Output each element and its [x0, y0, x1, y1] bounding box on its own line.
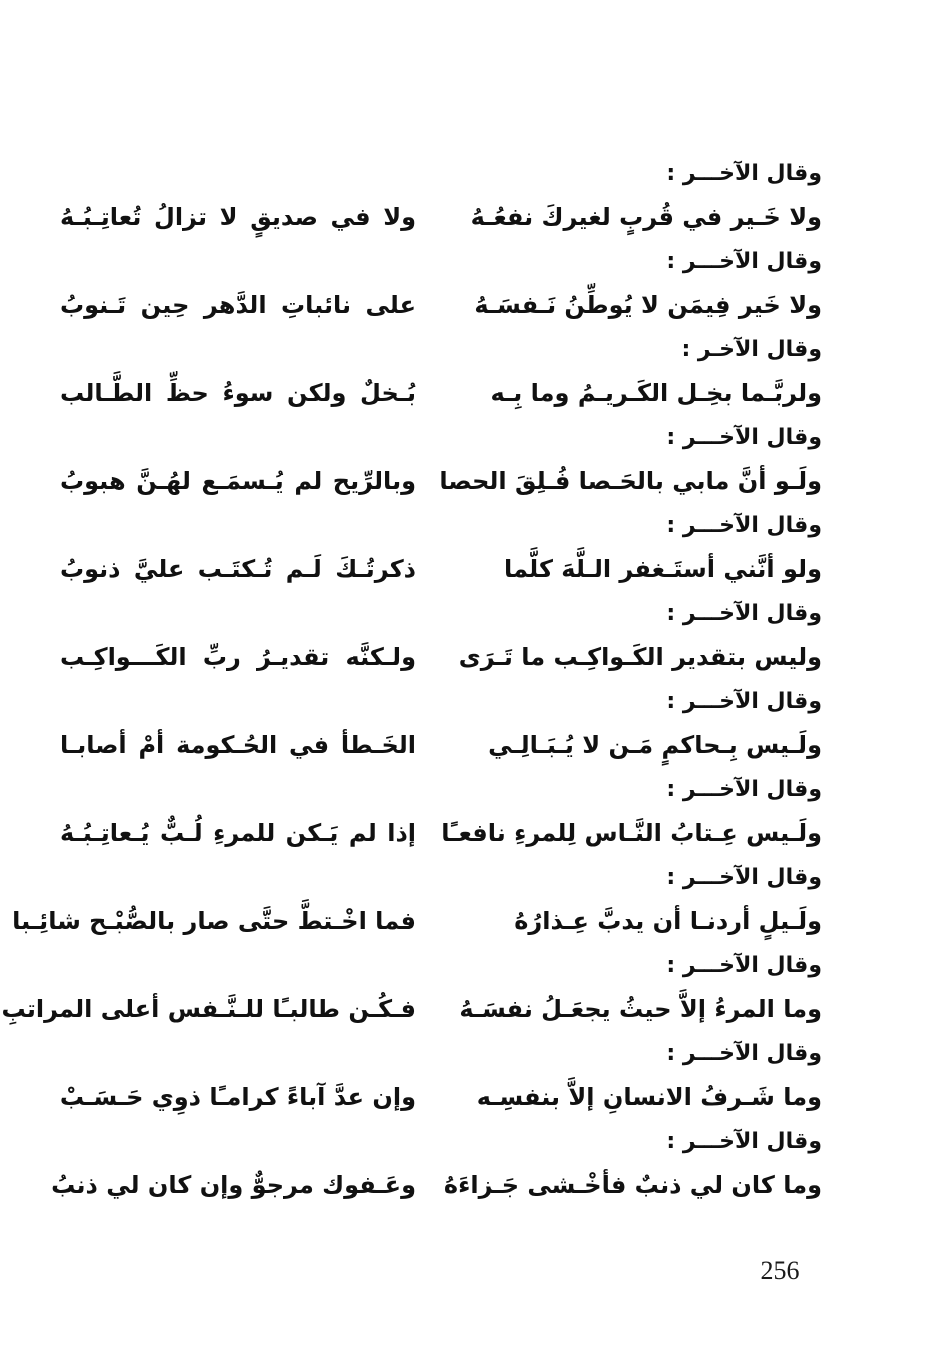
- verse-heading: وقال الآخـــر :: [666, 513, 822, 538]
- second-hemistich: وعَـفوك مرجوٌّ وإن كان لي ذنبُ: [51, 1171, 416, 1199]
- first-hemistich: ولَـيلٍ أردنـا أن يدبَّ عِـذارُهُ: [514, 907, 822, 935]
- second-hemistich: ذكرتُـكَ لَـم تُـكتَـب عليَّ ذنوبُ: [60, 555, 416, 583]
- first-hemistich: ولربَّـما بخِـل الكَـريـمُ وما بِـه: [490, 379, 822, 407]
- verse-line: [60, 1075, 822, 1120]
- second-hemistich: فـكُـن طالبـًا للـنَّـفس أعلى المراتبِ: [1, 995, 416, 1023]
- page-number: 256: [760, 1256, 800, 1285]
- verse-entry: [60, 680, 822, 768]
- verse-entry: [60, 240, 822, 328]
- first-hemistich: وليس بتقدير الكَـواكِـب ما تَـرَى: [458, 643, 822, 671]
- verse-line: [12, 899, 822, 944]
- verse-entry: [60, 504, 822, 592]
- first-hemistich: وما المرءُ إلاَّ حيثُ يجعَـلُ نفسَـهُ: [459, 995, 822, 1023]
- first-hemistich: ولا خَـير في قُربٍ لغيركَ نفعُـهُ: [470, 203, 822, 231]
- verse-entry: [60, 1032, 822, 1120]
- second-hemistich: فما اخْـتطَّ حتَّى صار بالصُّبْـح شائِـبا: [12, 907, 416, 935]
- verse-heading: وقال الآخـر :: [681, 337, 822, 362]
- verse-entry: [60, 152, 822, 240]
- second-hemistich: إذا لم يَـكن للمرءِ لُـبٌّ يُـعاتِـبُـهُ: [60, 819, 416, 847]
- verse-heading: وقال الآخـــر :: [666, 249, 822, 274]
- second-hemistich: ولا في صديقٍ لا تزالُ تُعاتِـبُـهُ: [60, 203, 416, 231]
- verse-heading: وقال الآخـــر :: [666, 425, 822, 450]
- first-hemistich: ولَـيس بِـحاكمٍ مَـن لا يُـبَـالِـي: [488, 731, 822, 759]
- verse-entry: [12, 856, 822, 944]
- verse-line: [60, 371, 822, 416]
- first-hemistich: ولَـيس عِـتابُ النَّـاس لِلمرءِ نافعـًا: [441, 819, 822, 847]
- first-hemistich: ولا خَير فِيمَن لا يُوطِّنُ نَـفسَـهُ: [474, 291, 822, 319]
- verse-line: [1, 987, 822, 1032]
- verse-line: [60, 547, 822, 592]
- verse-entry: [60, 328, 822, 416]
- first-hemistich: وما كان لي ذنبٌ فأخْـشى جَـزاءَهُ: [443, 1171, 822, 1199]
- second-hemistich: وإن عدَّ آباءً كرامـًا ذوِي حَـسَـبْ: [59, 1083, 416, 1111]
- verse-heading: وقال الآخـــر :: [666, 689, 822, 714]
- first-hemistich: وما شَـرفُ الانسانِ إلاَّ بنفسِـه: [476, 1083, 822, 1111]
- verse-entry: [60, 768, 822, 856]
- first-hemistich: ولو أنَّني أستَـغفر الـلَّهَ كلَّما: [504, 555, 822, 583]
- verse-line: [60, 195, 822, 240]
- verse-line: [51, 1163, 822, 1208]
- verse-heading: وقال الآخـــر :: [666, 601, 822, 626]
- verse-heading: وقال الآخـــر :: [666, 953, 822, 978]
- verse-entry: [51, 1120, 822, 1208]
- second-hemistich: الخَـطأ في الحُـكومة أمْ أصابـا: [60, 731, 416, 759]
- verse-entry: [1, 944, 822, 1032]
- verse-line: [60, 723, 822, 768]
- verse-heading: وقال الآخـــر :: [666, 865, 822, 890]
- verse-line: [60, 459, 822, 504]
- verse-entry: [60, 416, 822, 504]
- verse-heading: وقال الآخـــر :: [666, 777, 822, 802]
- first-hemistich: ولَـو أنَّ مابي بالحَـصا فُـلِقَ الحصا: [439, 467, 822, 495]
- second-hemistich: بُـخلٌ ولكن سوءُ حظِّ الطَّـالب: [60, 379, 416, 407]
- verse-heading: وقال الآخـــر :: [666, 161, 822, 186]
- verse-heading: وقال الآخـــر :: [666, 1041, 822, 1066]
- verse-line: [60, 635, 822, 680]
- second-hemistich: وبالرِّيح لم يُـسمَـع لهُـنَّ هبوبُ: [60, 467, 416, 495]
- verse-list: [1, 152, 822, 1208]
- verse-entry: [60, 592, 822, 680]
- second-hemistich: على نائباتِ الدَّهر حِين تَـنوبُ: [60, 291, 416, 319]
- verse-line: [60, 283, 822, 328]
- second-hemistich: ولـكنَّه تقديـرُ ربِّ الكَـــواكِـب: [60, 643, 416, 671]
- verse-heading: وقال الآخـــر :: [666, 1129, 822, 1154]
- verse-line: [60, 811, 822, 856]
